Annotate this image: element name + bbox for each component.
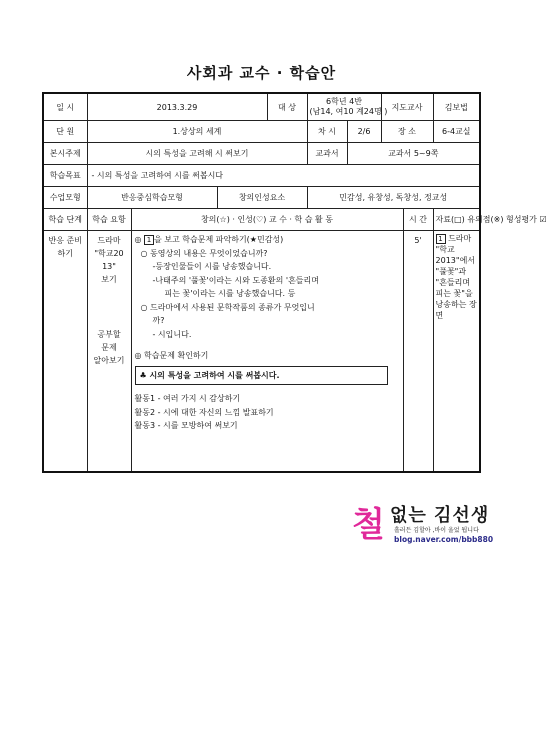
form2-line1: 공부할 (97, 330, 121, 339)
resources-column (434, 231, 480, 471)
topic-value: 시의 특성을 고려해 시 써보기 (87, 143, 307, 165)
goal-value: - 시의 특성을 고려하여 시를 써봅시다 (87, 165, 480, 187)
place-label: 장 소 (381, 121, 433, 143)
logo-main-text: 없는 김선생 (390, 505, 490, 526)
activity-line-3: -등장인물들이 시를 낭송했습니다. (152, 262, 272, 271)
goal-row (43, 165, 480, 187)
activity-line-8: - 시입니다. (152, 329, 192, 339)
activity-column (132, 231, 403, 471)
double-circle-marker: ◎ (134, 235, 142, 244)
form2-line2: 문제 (101, 343, 117, 352)
form1-line1: 드라마 (97, 236, 121, 245)
time-cell (403, 231, 433, 473)
date-value: 2013.3.29 (87, 93, 267, 121)
session-label: 차 시 (307, 121, 347, 143)
date-row (43, 93, 480, 121)
topic-row (43, 143, 480, 165)
activity-step-3: 활동3 - 시를 모방하여 써보기 (134, 421, 238, 430)
unit-row (43, 121, 480, 143)
textbook-label: 교과서 (307, 143, 347, 165)
stage-text: 반응 준비하기 (48, 236, 82, 258)
goal-label: 학습목표 (43, 165, 87, 187)
model-value: 반응중심학습모형 (87, 187, 217, 209)
target-class: 6학년 4반 (326, 97, 362, 106)
logo-url: blog.naver.com/bbb880 (394, 535, 494, 544)
activity-line-2: ○ 동영상의 내용은 무엇이었습니까? (140, 248, 268, 258)
blog-logo (352, 497, 522, 555)
resource-box-icon: 1 (144, 235, 154, 245)
form1-line4: 보기 (101, 275, 117, 284)
stage-column (44, 231, 87, 470)
time-value: 5' (414, 236, 422, 245)
session-value: 2/6 (347, 121, 381, 143)
activity-line-7: 까? (152, 316, 165, 325)
time-column (404, 231, 433, 470)
activity-line-6: ○ 드라마에서 사용된 문학작품의 종류가 무엇입니 (140, 302, 315, 312)
teacher-label: 지도교사 (381, 93, 433, 121)
learning-problem-box: ♣ 시의 특성을 고려하여 시를 써봅시다. (135, 366, 388, 386)
logo-big-char: 철 (352, 505, 385, 545)
stage-cell (43, 231, 87, 473)
activity-header: 창의(☆) · 인성(♡) 교 수 · 학 습 활 동 (131, 209, 403, 231)
target-label: 대 상 (267, 93, 307, 121)
date-label: 일 시 (43, 93, 87, 121)
activity-line-1-text: 을 보고 학습문제 파악하기(★민감성) (154, 235, 284, 244)
time-header: 시 간 (403, 209, 433, 231)
resource-box-icon: 1 (436, 234, 446, 244)
activity-line-4: -나태주의 '풀꽃'이라는 시와 도종환의 '흔들리며 (152, 275, 319, 285)
unit-label: 단 원 (43, 121, 87, 143)
activity-body-row (43, 231, 480, 473)
target-count: (남14, 여10 계24명 ) (309, 107, 388, 116)
form1-line3: 13" (102, 262, 116, 271)
target-value (307, 93, 388, 121)
teacher-value: 김보법 (433, 93, 480, 121)
form-cell (87, 231, 131, 473)
activity-line-5: 피는 꽃'이라는 시를 낭송했습니다. 등 (164, 289, 296, 298)
resources-header: 자료(□) 유의점(※) 형성평가 ☑ (433, 209, 480, 231)
textbook-value: 교과서 5~9쪽 (347, 143, 480, 165)
model-label: 수업모형 (43, 187, 87, 209)
model-row (43, 187, 480, 209)
column-header-row (43, 209, 480, 231)
element-label: 창의인성요소 (217, 187, 307, 209)
page-title: 사회과 교수 · 학습안 (186, 64, 337, 82)
topic-label: 본시주제 (43, 143, 87, 165)
activity-step-1: 활동1 - 여러 가지 시 감상하기 (134, 394, 241, 403)
form1-line2: "학교20 (94, 249, 124, 258)
resource-text: 드라마 "학교2013"에서 "풀꽃"과 "흔들리며 피는 꽃"을 낭송하는 장면 (435, 234, 477, 320)
form-column (88, 231, 131, 470)
element-value: 민감성, 유창성, 독창성, 정교성 (307, 187, 480, 209)
form2-line3: 알아보기 (93, 356, 125, 365)
activity-cell (131, 231, 403, 473)
place-value: 6-4교실 (433, 121, 480, 143)
resources-cell (433, 231, 480, 473)
activity-step-2: 활동2 - 시에 대한 자신의 느낌 발표하기 (134, 407, 274, 417)
activity-line-1 (135, 233, 400, 247)
lesson-plan-table (42, 92, 547, 473)
stage-header: 학습 단계 (43, 209, 87, 231)
form-header: 학습 요항 (87, 209, 131, 231)
logo-subtitle: 흘러든 김할아 ,바이 울었 됩니다 (394, 527, 479, 534)
activity-line-9: ◎ 학습문제 확인하기 (134, 351, 209, 360)
unit-value: 1.상상의 세계 (87, 121, 307, 143)
